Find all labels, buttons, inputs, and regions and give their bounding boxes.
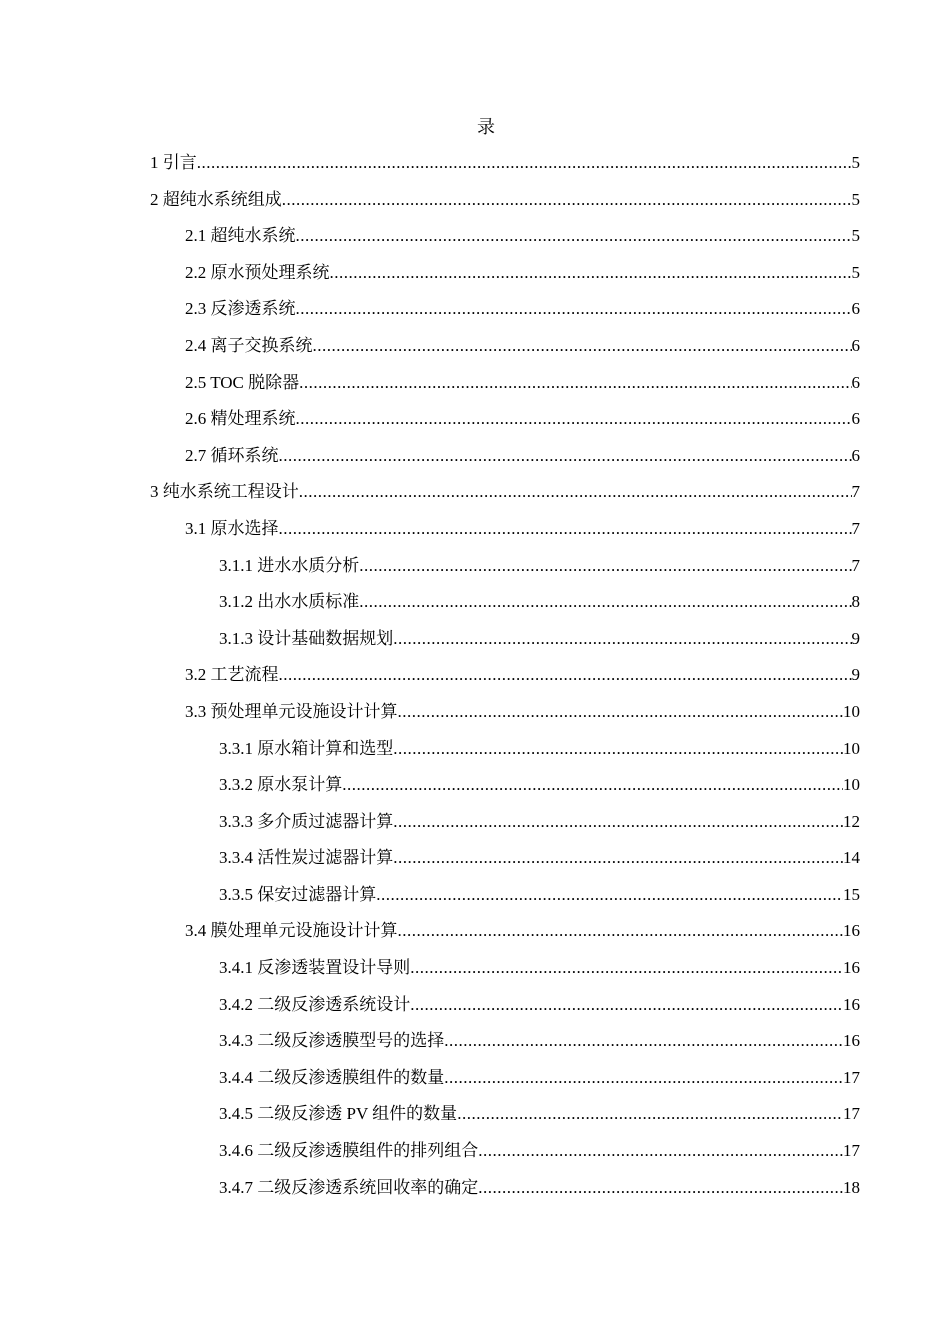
toc-entry-page-number: 9	[851, 628, 860, 648]
dot-leader	[279, 445, 852, 467]
dot-leader	[444, 1067, 843, 1089]
dot-leader	[457, 1103, 843, 1125]
toc-entry-title: 2.1 超纯水系统	[185, 226, 296, 246]
toc-entry-page-number: 17	[843, 1067, 860, 1087]
toc-entry-title: 3.3.2 原水泵计算	[219, 775, 343, 795]
toc-entry-title: 3.3.4 活性炭过滤器计算	[219, 848, 394, 868]
toc-entry[interactable]	[150, 408, 860, 445]
toc-entry[interactable]	[150, 1177, 860, 1214]
dot-leader	[398, 701, 844, 723]
toc-entry-title: 2.6 精处理系统	[185, 409, 296, 429]
toc-entry-title: 3.4.6 二级反渗透膜组件的排列组合	[219, 1141, 479, 1161]
toc-entry-page-number: 5	[851, 226, 860, 246]
toc-entry-page-number: 14	[843, 848, 860, 868]
toc-entry-title: 3.3.5 保安过滤器计算	[219, 884, 377, 904]
toc-entry[interactable]	[150, 225, 860, 262]
toc-entry-page-number: 17	[843, 1141, 860, 1161]
toc-entry[interactable]	[150, 555, 860, 592]
dot-leader	[393, 738, 843, 760]
toc-entry[interactable]	[150, 774, 860, 811]
toc-entry-page-number: 16	[843, 921, 860, 941]
toc-entry[interactable]	[150, 738, 860, 775]
toc-entry[interactable]	[150, 884, 860, 921]
toc-entry-page-number: 8	[851, 592, 860, 612]
dot-leader	[410, 994, 843, 1016]
dot-leader	[393, 811, 843, 833]
dot-leader	[478, 1140, 843, 1162]
toc-entry[interactable]	[150, 811, 860, 848]
toc-entry-page-number: 10	[843, 738, 860, 758]
toc-entry[interactable]	[150, 518, 860, 555]
toc-entry[interactable]	[150, 701, 860, 738]
toc-entry-page-number: 18	[843, 1177, 860, 1197]
toc-entry-page-number: 12	[843, 811, 860, 831]
toc-entry-title: 3.4.3 二级反渗透膜型号的选择	[219, 1031, 445, 1051]
toc-title: 录	[477, 117, 495, 137]
toc-entry[interactable]	[150, 957, 860, 994]
toc-entry-title: 3.4.4 二级反渗透膜组件的数量	[219, 1067, 445, 1087]
toc-entry-title: 3.1.1 进水水质分析	[219, 555, 360, 575]
toc-entry-title: 3.4.5 二级反渗透 PV 组件的数量	[219, 1104, 458, 1124]
dot-leader	[299, 481, 852, 503]
toc-entry-title: 2.3 反渗透系统	[185, 299, 296, 319]
toc-entry-page-number: 5	[851, 262, 860, 282]
toc-entry-title: 2.7 循环系统	[185, 445, 279, 465]
dot-leader	[279, 664, 852, 686]
toc-entry-page-number: 16	[843, 994, 860, 1014]
toc-entry-page-number: 6	[851, 445, 860, 465]
toc-entry[interactable]	[150, 298, 860, 335]
dot-leader	[376, 884, 843, 906]
dot-leader	[282, 189, 852, 211]
toc-entry-title: 3.4 膜处理单元设施设计计算	[185, 921, 398, 941]
toc-entry-page-number: 15	[843, 884, 860, 904]
toc-entry[interactable]	[150, 445, 860, 482]
dot-leader	[444, 1030, 843, 1052]
toc-entry-page-number: 6	[851, 372, 860, 392]
toc-entry-title: 2.5 TOC 脱除器	[185, 372, 300, 392]
dot-leader	[393, 847, 843, 869]
toc-entry-title: 3.4.1 反渗透装置设计导则	[219, 958, 411, 978]
toc-entry-title: 3.1 原水选择	[185, 518, 279, 538]
toc-entry[interactable]	[150, 591, 860, 628]
toc-entry[interactable]	[150, 481, 860, 518]
dot-leader	[296, 225, 852, 247]
toc-entry-title: 3.4.2 二级反渗透系统设计	[219, 994, 411, 1014]
toc-entry[interactable]	[150, 152, 860, 189]
toc-entry-title: 2 超纯水系统组成	[150, 189, 282, 209]
dot-leader	[398, 920, 844, 942]
toc-entry[interactable]	[150, 1140, 860, 1177]
toc-entry-page-number: 7	[851, 482, 860, 502]
toc-entry-title: 2.4 离子交换系统	[185, 335, 313, 355]
dot-leader	[279, 518, 852, 540]
dot-leader	[313, 335, 852, 357]
toc-entry-title: 1 引言	[150, 153, 197, 172]
toc-entry[interactable]	[150, 664, 860, 701]
toc-entry-page-number: 16	[843, 958, 860, 978]
toc-entry-title: 3.2 工艺流程	[185, 665, 279, 685]
toc-entry[interactable]	[150, 335, 860, 372]
dot-leader	[342, 774, 843, 796]
toc-entry[interactable]	[150, 847, 860, 884]
toc-entry[interactable]	[150, 262, 860, 299]
dot-leader	[359, 555, 851, 577]
toc-entry[interactable]	[150, 189, 860, 226]
toc-entry-page-number: 7	[851, 518, 860, 538]
toc-entry-title: 3.4.7 二级反渗透系统回收率的确定	[219, 1177, 479, 1197]
toc-entry-title: 3.1.2 出水水质标准	[219, 592, 360, 612]
toc-entry-title: 2.2 原水预处理系统	[185, 262, 330, 282]
dot-leader	[299, 372, 851, 394]
toc-entry-page-number: 17	[843, 1104, 860, 1124]
toc-entry-page-number: 5	[851, 153, 860, 172]
dot-leader	[330, 262, 852, 284]
dot-leader	[393, 628, 851, 650]
toc-entry[interactable]	[150, 920, 860, 957]
toc-entry-page-number: 7	[851, 555, 860, 575]
dot-leader	[296, 298, 852, 320]
toc-entry-page-number: 6	[851, 335, 860, 355]
toc-entry-page-number: 6	[851, 299, 860, 319]
dot-leader	[478, 1177, 843, 1199]
dot-leader	[296, 408, 852, 430]
toc-list	[150, 152, 860, 1213]
toc-entry-page-number: 10	[843, 701, 860, 721]
toc-entry-title: 3.3.3 多介质过滤器计算	[219, 811, 394, 831]
toc-entry-page-number: 16	[843, 1031, 860, 1051]
toc-entry[interactable]	[150, 1103, 860, 1140]
toc-entry[interactable]	[150, 372, 860, 409]
dot-leader	[359, 591, 851, 613]
toc-entry-page-number: 9	[851, 665, 860, 685]
toc-entry[interactable]	[150, 1067, 860, 1104]
toc-entry-title: 3.3 预处理单元设施设计计算	[185, 701, 398, 721]
toc-entry-title: 3.3.1 原水箱计算和选型	[219, 738, 394, 758]
toc-entry[interactable]	[150, 628, 860, 665]
toc-entry-title: 3 纯水系统工程设计	[150, 482, 299, 502]
dot-leader	[410, 957, 843, 979]
toc-entry[interactable]	[150, 994, 860, 1031]
toc-entry-title: 3.1.3 设计基础数据规划	[219, 628, 394, 648]
toc-entry-page-number: 5	[851, 189, 860, 209]
toc-entry-page-number: 10	[843, 775, 860, 795]
toc-entry[interactable]	[150, 1030, 860, 1067]
toc-entry-page-number: 6	[851, 409, 860, 429]
dot-leader	[197, 152, 852, 174]
